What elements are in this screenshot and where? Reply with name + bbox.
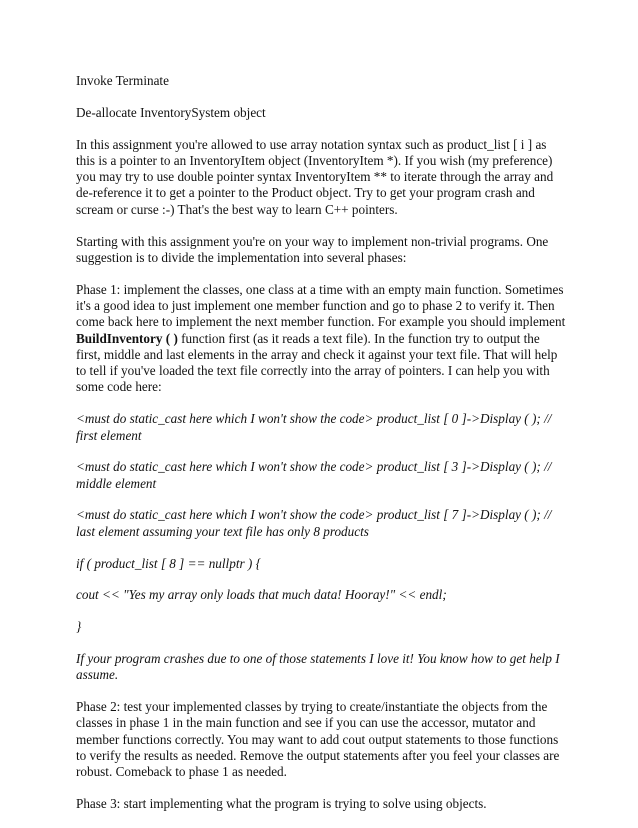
code-line-first-element: <must do static_cast here which I won't show the code> product_list [ 0 ]->Display ( ); // first element — [76, 411, 552, 443]
document-page — [76, 73, 566, 828]
code-line-last-element: <must do static_cast here which I won't show the code> product_list [ 7 ]->Display ( ); // last element assuming your text file has only 8 products — [76, 507, 552, 539]
paragraph-phase-3: Phase 3: start implementing what the program is trying to solve using objects. — [76, 796, 487, 811]
paragraph-deallocate: De-allocate InventorySystem object — [76, 104, 266, 120]
phase-1-text-after: function first (as it reads a text file). In the function try to output the first, middle and last elements in the array and check it against your text file. That will help to tell if you've loaded the text file correctly into the array of pointers. I can help you with some code here: — [76, 330, 558, 395]
paragraph-phase-2: Phase 2: test your implemented classes by trying to create/instantiate the objects from the classes in phase 1 in the main function and see if you can use the accessor, mutator and member functions correctly. You may want to add cout output statements to those functions to verify the results as needed. Remove the output statements after you feel your classes are robust. Comeback to phase 1 as needed. — [76, 699, 560, 780]
code-line-cout: cout << "Yes my array only loads that much data! Hooray!" << endl; — [76, 587, 447, 603]
code-line-if-nullptr: if ( product_list [ 8 ] == nullptr ) { — [76, 555, 261, 571]
paragraph-invoke-terminate: Invoke Terminate — [76, 73, 169, 88]
build-inventory-term: BuildInventory ( ) — [76, 330, 178, 346]
paragraph-phase-1 — [76, 282, 566, 396]
phase-1-text-before: Phase 1: implement the classes, one class at a time with an empty main function. Sometimes it's a good idea to just implement one member function and go to phase 2 to verify it. Then come back here to implement the next member function. For example you should implement — [76, 281, 566, 330]
code-line-middle-element: <must do static_cast here which I won't show the code> product_list [ 3 ]->Display ( ); // middle element — [76, 459, 552, 491]
paragraph-array-notation: In this assignment you're allowed to use array notation syntax such as product_list [ i ] as this is a pointer to an InventoryItem object (InventoryItem *). If you wish (my preference) you may try to use double pointer syntax InventoryItem ** to iterate through the array and de-reference it to get a pointer to the Product object. Try to get your program crash and scream or curse :-) That's the best way to learn C++ pointers. — [76, 136, 554, 217]
paragraph-crash-note: If your program crashes due to one of those statements I love it! You know how to get help I assume. — [76, 650, 560, 683]
code-line-closing-brace: } — [76, 619, 82, 635]
paragraph-phases-intro: Starting with this assignment you're on your way to implement non-trivial programs. One suggestion is to divide the implementation into several phases: — [76, 233, 549, 265]
